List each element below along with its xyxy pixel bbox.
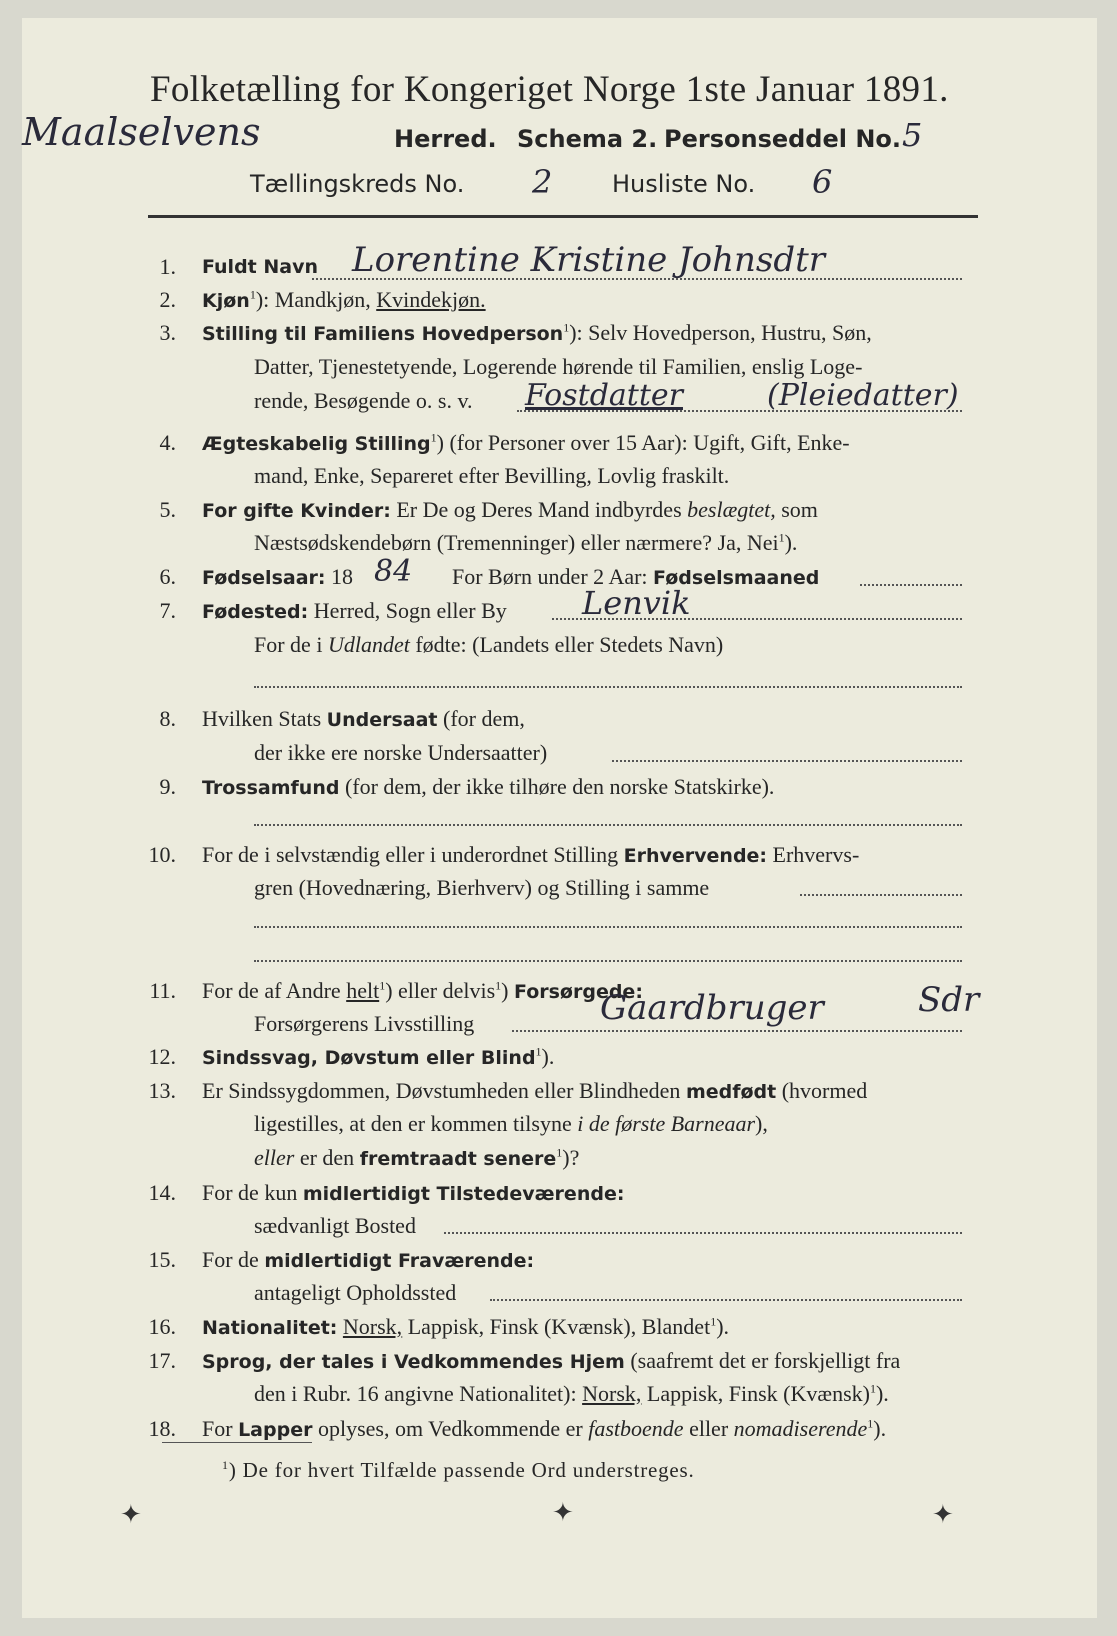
sami-b: oplyses, om Vedkommende er — [317, 1416, 583, 1441]
birthplace-abroad-it: Udlandet — [327, 632, 410, 657]
nationality-options: Lappisk, Finsk (Kvænsk), Blandet — [407, 1314, 711, 1339]
onset-b: (hvormed — [781, 1078, 868, 1103]
footnote-mark: 1 — [710, 1314, 717, 1329]
citizenship-line2: der ikke ere norske Undersaatter) — [254, 740, 548, 765]
marital-options: ) (for Personer over 15 Aar): Ugift, Gift, Enke- — [436, 430, 850, 455]
disability-onset-line3 — [254, 1145, 579, 1171]
footnote-mark: 1 — [495, 978, 502, 993]
sami-nomadic: nomadiserende — [733, 1416, 868, 1441]
onset-e: er den — [299, 1145, 355, 1170]
temp-absent-line1 — [202, 1247, 534, 1273]
birthplace-abroad-b: fødte: (Landets eller Stedets Navn) — [415, 632, 724, 657]
footnote-rule — [162, 1442, 312, 1443]
item-number: 16. — [148, 1314, 176, 1339]
onset-or: eller — [254, 1145, 295, 1170]
birth-year-line — [202, 564, 353, 590]
kreds-value: 2 — [532, 163, 553, 201]
personseddel-label: Personseddel No. — [664, 125, 902, 153]
disability-onset-line2 — [254, 1111, 768, 1137]
item-number: 18. — [148, 1416, 176, 1441]
temp-present-line1 — [202, 1180, 624, 1206]
footnote-mark: 1 — [379, 978, 386, 993]
item-number: 10. — [148, 842, 176, 867]
dotted-line — [800, 894, 962, 896]
marital-line1 — [202, 430, 850, 456]
item-number: 11. — [149, 978, 176, 1003]
footnote-mark: 1 — [222, 1458, 229, 1472]
religion-note: (for dem, der ikke tilhøre den norske Statskirke). — [344, 774, 775, 799]
kreds-label: Tællingskreds No. — [250, 170, 465, 198]
personseddel-value: 5 — [902, 116, 923, 154]
sami-a: For — [202, 1416, 233, 1441]
citizenship-a: Hvilken Stats — [202, 706, 322, 731]
item-number: 4. — [159, 430, 176, 455]
item-number: 8. — [159, 706, 176, 731]
birth-year-value: 84 — [374, 554, 413, 589]
item-number: 2. — [159, 287, 176, 312]
footnote-mark: 1 — [867, 1416, 874, 1431]
onset-a: Er Sindssygdommen, Døvstumheden eller Blindheden — [202, 1078, 681, 1103]
gender-selected: Kvindekjøn. — [376, 287, 486, 312]
married-women-end: som — [781, 497, 818, 522]
occupation-b: Erhvervs- — [772, 842, 860, 867]
married-women-label: For gifte Kvinder: — [202, 500, 391, 522]
occupation-label: Erhvervende: — [623, 845, 768, 867]
dotted-line — [254, 926, 962, 928]
citizenship-label: Undersaat — [326, 709, 438, 731]
item-number: 7. — [159, 598, 176, 623]
birthplace-line2 — [254, 632, 723, 658]
occupation-line1 — [202, 842, 859, 868]
item-number: 17. — [148, 1348, 176, 1373]
full-name-label: Fuldt Navn — [202, 256, 319, 278]
birthplace-abroad-a: For de i — [254, 632, 323, 657]
language-a: den i Rubr. 16 angivne Nationalitet): — [254, 1381, 577, 1406]
footnote-mark: 1 — [869, 1381, 876, 1396]
herred-label: Herred. — [394, 125, 497, 153]
registration-mark-icon: ✦ — [932, 1500, 954, 1529]
onset-later-label: fremtraadt senere — [359, 1148, 557, 1170]
item-number: 9. — [159, 774, 176, 799]
item-number: 5. — [159, 497, 176, 522]
dependent-label: Forsørgede: — [513, 981, 643, 1003]
dependent-helt: helt — [346, 978, 380, 1003]
family-position-line3: rende, Besøgende o. s. v. — [254, 388, 473, 413]
gender-label: Kjøn — [202, 290, 250, 312]
sami-settled: fastboende — [588, 1416, 684, 1441]
disability-line — [202, 1044, 554, 1070]
birthplace-label: Fødested: — [202, 601, 309, 623]
birthplace-line1 — [202, 598, 507, 624]
language-options: Lappisk, Finsk (Kvænsk) — [646, 1381, 870, 1406]
footnote-mark: 1 — [778, 530, 785, 545]
herred-value: Maalselvens — [22, 110, 261, 154]
dotted-line — [512, 1030, 962, 1032]
sami-line: For Lapper oplyses, om Vedkommende er fastboende eller nomadiserende$^1$). — [202, 1416, 887, 1441]
dotted-line — [444, 1232, 962, 1234]
married-women-related: beslægtet, — [687, 497, 776, 522]
birthplace-options: Herred, Sogn eller By — [313, 598, 507, 623]
footnote-mark: 1 — [249, 287, 256, 302]
religion-label: Trossamfund — [202, 777, 340, 799]
birth-year-label: Fødselsaar: — [202, 567, 326, 589]
dotted-line — [254, 824, 962, 826]
birth-year-prefix: 18 — [331, 564, 353, 589]
dotted-line — [254, 686, 962, 688]
item-number: 3. — [159, 320, 176, 345]
onset-d: ), — [755, 1111, 768, 1136]
nationality-selected: Norsk, — [342, 1314, 403, 1339]
footnote — [222, 1458, 695, 1483]
registration-mark-icon: ✦ — [120, 1500, 142, 1529]
family-position-line2: Datter, Tjenestetyende, Logerende hørende til Familien, enslig Loge- — [254, 354, 863, 379]
dotted-line — [612, 760, 962, 762]
footnote-mark: 1 — [556, 1145, 563, 1160]
onset-c: ligestilles, at den er kommen tilsyne — [254, 1111, 572, 1136]
married-women-question: Er De og Deres Mand indbyrdes — [396, 497, 682, 522]
nationality-line: Nationalitet: Norsk, Lappisk, Finsk (Kvænsk), Blandet$^1$). — [202, 1314, 730, 1339]
language-line2: den i Rubr. 16 angivne Nationalitet): Norsk, Lappisk, Finsk (Kvænsk)$^1$). — [254, 1381, 889, 1406]
form-title: Folketælling for Kongeriget Norge 1ste Januar 1891. — [150, 69, 949, 110]
disability-label: Sindssvag, Døvstum eller Blind — [202, 1047, 536, 1069]
schema-label: Schema 2. — [517, 125, 658, 153]
provider-occupation-value-alt: Sdr — [918, 980, 980, 1020]
footnote-mark: 1 — [430, 430, 437, 445]
temp-present-a: For de kun — [202, 1180, 298, 1205]
item-number: 15. — [148, 1247, 176, 1272]
sami-or: eller — [689, 1416, 729, 1441]
married-women-question2: Næstsødskendebørn (Tremenninger) eller nærmere? Ja, Nei — [254, 530, 779, 555]
married-women-line2: Næstsødskendebørn (Tremenninger) eller nærmere? Ja, Nei$^1$). — [254, 530, 798, 555]
item-number: 1. — [159, 254, 176, 279]
full-name-value: Lorentine Kristine Johnsdtr — [352, 240, 826, 280]
dependent-line2: Forsørgerens Livsstilling — [254, 1011, 475, 1036]
item-number: 12. — [148, 1044, 176, 1069]
occupation-a: For de i selvstændig eller i underordnet Stilling — [202, 842, 619, 867]
husliste-label: Husliste No. — [612, 170, 756, 198]
family-position-options: ): Selv Hovedperson, Hustru, Søn, — [569, 320, 872, 345]
family-position-line1 — [202, 320, 872, 346]
registration-mark-icon: ✦ — [552, 1498, 574, 1527]
family-position-value: Fostdatter — [525, 378, 683, 413]
dotted-line — [490, 1299, 962, 1301]
onset-label: medfødt — [685, 1081, 777, 1103]
census-form — [22, 18, 1097, 1618]
header-rule — [148, 215, 978, 218]
family-position-value-alt: (Pleiedatter) — [767, 378, 959, 413]
language-label: Sprog, der tales i Vedkommendes Hjem — [202, 1351, 625, 1373]
religion-line — [202, 774, 774, 800]
husliste-value: 6 — [812, 163, 833, 201]
nationality-label: Nationalitet: — [202, 1317, 338, 1339]
married-women-line1 — [202, 497, 818, 523]
sami-label: Lapper — [238, 1419, 313, 1441]
footnote-mark: 1 — [535, 1044, 542, 1059]
footnote-text: ) De for hvert Tilfælde passende Ord understreges. — [228, 1458, 695, 1482]
onset-childhood: i de første Barneaar — [577, 1111, 756, 1136]
marital-label: Ægteskabelig Stilling — [202, 433, 431, 455]
disability-end: ). — [541, 1044, 555, 1069]
temp-present-label: midlertidigt Tilstedeværende: — [302, 1183, 625, 1205]
item-number: 13. — [148, 1078, 176, 1103]
dotted-line — [860, 584, 962, 586]
citizenship-b: (for dem, — [443, 706, 525, 731]
item-number: 14. — [148, 1180, 176, 1205]
dependent-line1: For de af Andre helt$^1$) eller delvis$^1$) Forsørgede: — [202, 978, 643, 1003]
disability-onset-line1 — [202, 1078, 867, 1104]
occupation-line2: gren (Hovednæring, Bierhverv) og Stilling i samme — [254, 875, 710, 900]
family-position-label: Stilling til Familiens Hovedperson — [202, 323, 564, 345]
birth-month-label: Fødselsmaaned — [653, 567, 820, 589]
birthplace-value: Lenvik — [582, 584, 691, 622]
marital-line2: mand, Enke, Separeret efter Bevilling, Lovlig fraskilt. — [254, 463, 730, 488]
temp-absent-a: For de — [202, 1247, 259, 1272]
birth-month-condition: For Børn under 2 Aar: — [452, 564, 648, 589]
dependent-b: ) eller delvis — [385, 978, 496, 1003]
temp-present-line2: sædvanligt Bosted — [254, 1213, 416, 1238]
gender-options: ): Mandkjøn, — [255, 287, 371, 312]
onset-f: )? — [562, 1145, 580, 1170]
temp-absent-line2: antageligt Opholdssted — [254, 1280, 457, 1305]
temp-absent-label: midlertidigt Fraværende: — [264, 1250, 535, 1272]
footnote-mark: 1 — [563, 320, 570, 335]
item-number: 6. — [159, 564, 176, 589]
provider-occupation-value: Gaardbruger — [600, 988, 824, 1028]
gender-line — [202, 287, 486, 313]
language-note: (saafremt det er forskjelligt fra — [630, 1348, 901, 1373]
citizenship-line1 — [202, 706, 525, 732]
dotted-line — [254, 960, 962, 962]
language-selected: Norsk, — [582, 1381, 642, 1406]
language-line1 — [202, 1348, 900, 1374]
dependent-a: For de af Andre — [202, 978, 341, 1003]
